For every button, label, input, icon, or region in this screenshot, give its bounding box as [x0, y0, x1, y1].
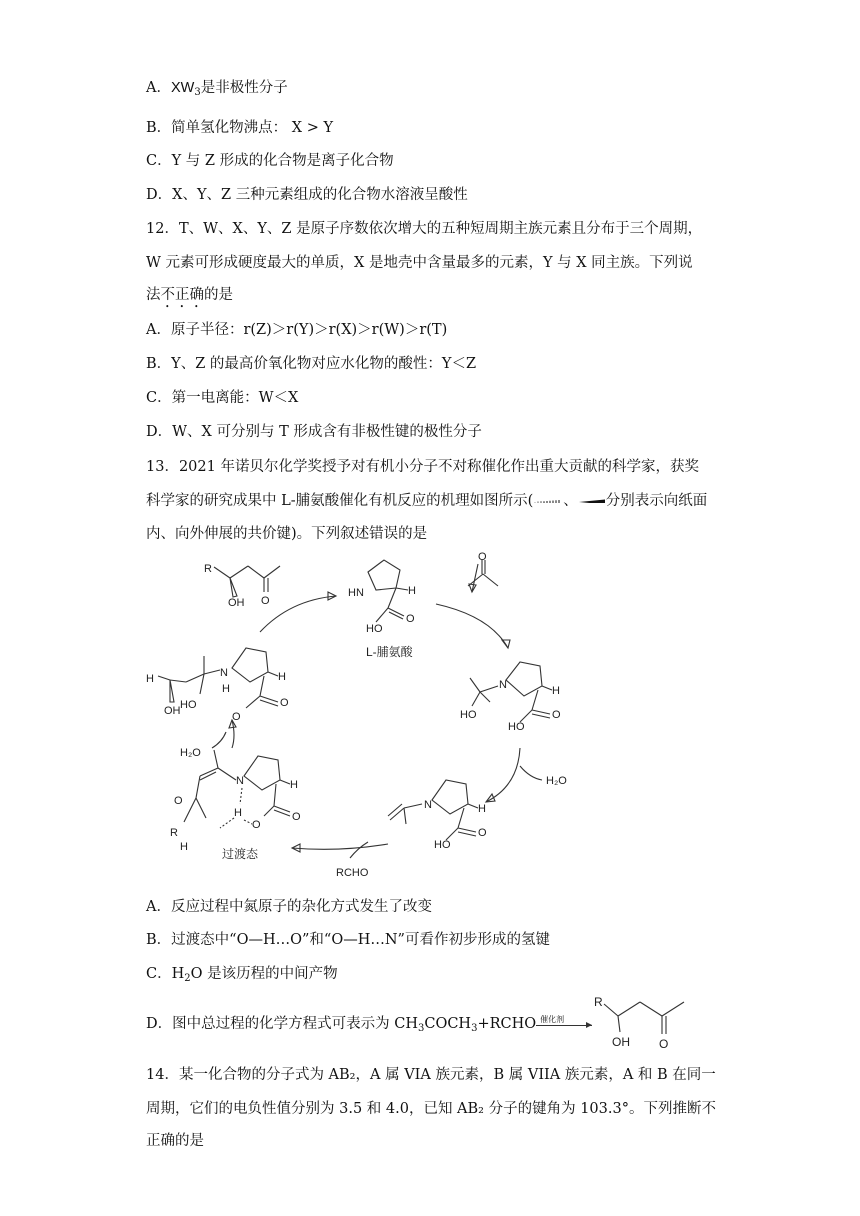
q14-stem-line-3: 正确的是	[146, 1133, 204, 1149]
product-structure-formula	[590, 992, 700, 1052]
o-label: O	[252, 819, 261, 831]
h-label: H	[278, 671, 286, 683]
q12-option-a: A．原子半径：r(Z)＞r(Y)＞r(X)＞r(W)＞r(T)	[146, 322, 448, 338]
emphasis-not-correct: 不正确	[160, 287, 204, 303]
r-label: R	[204, 563, 212, 575]
stem-text: 、	[563, 493, 578, 509]
q13-stem-line-1: 13．2021 年诺贝尔化学奖授予对有机小分子不对称催化作出重大贡献的科学家，获奖	[146, 459, 699, 475]
h-label: H	[290, 779, 298, 791]
transition-state-label: 过渡态	[222, 847, 259, 861]
subscript: 3	[417, 1023, 425, 1034]
n-label: N	[499, 679, 507, 691]
rcho-label: RCHO	[336, 867, 369, 879]
option-a-text: 是非极性分子	[200, 80, 288, 96]
stem-text: 法	[146, 287, 161, 303]
wedge-bond-icon	[578, 499, 606, 503]
ho-label: HO	[180, 699, 197, 711]
o-label: O	[280, 697, 289, 709]
q13-option-d	[146, 1014, 592, 1039]
o-label: O	[232, 711, 241, 723]
carbinolamine-structure	[460, 662, 561, 733]
ho-label: HO	[434, 839, 451, 851]
iminium-intermediate-structure	[146, 648, 289, 723]
q13-option-c	[146, 964, 338, 989]
formula-xw: XW	[170, 80, 195, 96]
q12-option-d: D．W、X 可分别与 T 形成含有非极性键的极性分子	[146, 424, 482, 440]
option-a-prefix: A．	[146, 80, 171, 96]
option-c-text: O 是该历程的中间产物	[190, 966, 338, 982]
q13-option-b: B．过渡态中“O—H…O”和“O—H…N”可看作初步形成的氢键	[146, 932, 550, 948]
oh-label: OH	[228, 597, 245, 609]
n-label: N	[424, 799, 432, 811]
q11-option-d: D．X、Y、Z 三种元素组成的化合物水溶液呈酸性	[146, 187, 468, 203]
q12-stem-line-1: 12．T、W、X、Y、Z 是原子序数依次增大的五种短周期主族元素且分布于三个周期，	[146, 221, 703, 237]
stem-text: 分别表示向纸面	[605, 493, 708, 509]
l-proline-structure	[348, 560, 416, 659]
stem-text: 科学家的研究成果中 L-脯氨酸催化有机反应的机理如图所示(	[146, 493, 534, 509]
q14-stem-line-2: 周期，它们的电负性值分别为 3.5 和 4.0，已知 AB₂ 分子的键角为 103.3°。下列推断不	[146, 1101, 716, 1117]
subscript: 3	[471, 1023, 478, 1034]
h-label: H	[552, 685, 560, 697]
h-label: H	[234, 807, 242, 819]
subscript: 2	[184, 973, 191, 984]
option-d-text: +RCHO	[477, 1016, 537, 1032]
o-label: O	[659, 1037, 669, 1051]
transition-state-structure	[170, 750, 301, 861]
o-label: O	[406, 613, 415, 625]
catalyst-arrow	[536, 1014, 592, 1034]
h-label: H	[146, 673, 154, 685]
h-label: H	[180, 841, 188, 853]
q13-stem-line-3: 内、向外伸展的共价键)。下列叙述错误的是	[146, 526, 428, 542]
o-label: O	[261, 595, 270, 607]
q12-option-c: C．第一电离能：W＜X	[146, 390, 299, 406]
enamine-structure	[388, 780, 487, 851]
o-label: O	[174, 795, 183, 807]
h-label: H	[222, 683, 230, 695]
formula-subscript: 3	[194, 87, 201, 98]
hashed-bond-icon	[533, 499, 563, 503]
stem-text: 的是	[204, 287, 233, 303]
water-released-label: H₂O	[546, 775, 567, 787]
o-label: O	[292, 811, 301, 823]
acetone-structure	[468, 552, 498, 586]
q12-stem-line-3	[146, 285, 233, 311]
r-label: R	[594, 995, 603, 1009]
option-d-text: D．图中总过程的化学方程式可表示为 CH	[146, 1016, 418, 1032]
ho-label: HO	[366, 623, 383, 635]
hn-label: HN	[348, 587, 364, 599]
option-d-text: COCH	[424, 1016, 472, 1032]
ho-label: HO	[508, 721, 525, 733]
n-label: N	[220, 667, 228, 679]
oh-label: OH	[164, 705, 181, 717]
h-label: H	[408, 585, 416, 597]
q11-option-c: C．Y 与 Z 形成的化合物是离子化合物	[146, 153, 394, 169]
o-label: O	[552, 709, 561, 721]
aldol-product-structure	[204, 563, 280, 609]
catalyst-label: 催化剂	[540, 1015, 565, 1024]
l-proline-label: L-脯氨酸	[366, 645, 413, 659]
oh-label: OH	[612, 1035, 630, 1049]
n-label: N	[236, 775, 244, 787]
q13-option-a: A．反应过程中氮原子的杂化方式发生了改变	[146, 899, 432, 915]
h-label: H	[478, 803, 486, 815]
o-label: O	[478, 827, 487, 839]
proline-catalysis-mechanism-diagram	[140, 552, 580, 882]
option-c-text: C．H	[146, 966, 185, 982]
r-label: R	[170, 827, 178, 839]
ho-label: HO	[460, 709, 477, 721]
q11-option-a	[146, 78, 288, 103]
q13-stem-line-2	[146, 491, 707, 511]
water-added-label: H₂O	[180, 747, 201, 759]
q14-stem-line-1: 14．某一化合物的分子式为 AB₂，A 属 VIA 族元素，B 属 VIIA 族元素，A 和 B 在同一	[146, 1067, 716, 1083]
o-label: O	[478, 552, 487, 563]
q12-option-b: B．Y、Z 的最高价氧化物对应水化物的酸性：Y＜Z	[146, 356, 477, 372]
q12-stem-line-2: W 元素可形成硬度最大的单质，X 是地壳中含量最多的元素，Y 与 X 同主族。下列说	[146, 255, 693, 271]
q11-option-b: B．简单氢化物沸点： X > Y	[146, 120, 334, 136]
